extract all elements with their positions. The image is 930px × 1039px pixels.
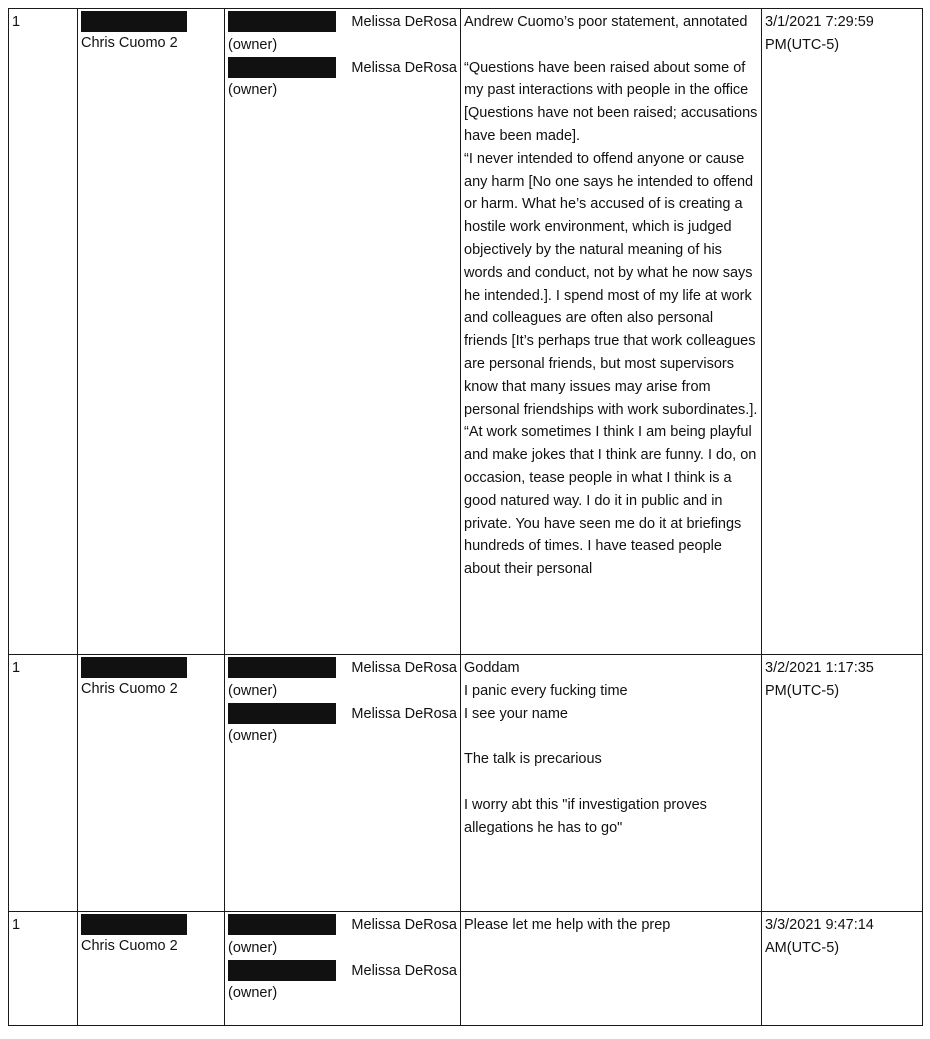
redaction-bar [228, 960, 336, 981]
message-body-cell [461, 655, 762, 912]
redaction-bar [228, 703, 336, 724]
participant-role: (owner) [228, 939, 278, 956]
row-index: 1 [12, 14, 21, 30]
row-index-cell [9, 9, 78, 655]
message-log-table [8, 8, 923, 1026]
message-line: I panic every fucking time [464, 682, 628, 699]
timestamp: 3/1/2021 7:29:59 PM(UTC-5) [765, 14, 874, 53]
message-line: “I never intended to offend anyone or cause any harm [No one says he intended to offend or harm. What he’s accused of is creating a hostile work environment, which is judged objectively by the natural meaning of his words and conduct, not by what he now says he intended.]. I spend most of my life at work and colleagues are often also personal friends [It’s perhaps true that work colleagues are personal friends, but most supervisors know that many issues may arise from personal friendships with work subordinates.]. [464, 150, 758, 418]
timestamp-cell [762, 655, 923, 912]
redaction-bar [228, 657, 336, 678]
message-row [9, 912, 923, 1026]
redaction-bar [228, 914, 336, 935]
row-index-cell [9, 912, 78, 1026]
message-line: Goddam [464, 660, 520, 676]
message-line: Andrew Cuomo’s poor statement, annotated [464, 14, 748, 30]
participant-name: Melissa DeRosa [351, 14, 457, 30]
redaction-bar [228, 57, 336, 78]
message-body [464, 914, 758, 937]
participant-name: Melissa DeRosa [351, 660, 457, 676]
participant-line [228, 703, 457, 726]
row-index: 1 [12, 917, 21, 933]
redaction-bar [228, 11, 336, 32]
participant-name: Melissa DeRosa [351, 59, 457, 76]
sender-name: Chris Cuomo 2 [81, 35, 178, 51]
participant-line [228, 57, 457, 80]
redaction-bar [81, 657, 187, 678]
message-row [9, 9, 923, 655]
timestamp-cell [762, 912, 923, 1026]
message-body-cell [461, 9, 762, 655]
sender-name: Chris Cuomo 2 [81, 681, 178, 697]
participant-name: Melissa DeRosa [351, 705, 457, 722]
message-row [9, 655, 923, 912]
sender-cell [78, 9, 225, 655]
redaction-bar [81, 914, 187, 935]
timestamp-cell [762, 9, 923, 655]
participant-role: (owner) [228, 36, 278, 53]
participant-line [228, 914, 457, 937]
participants-cell [225, 912, 461, 1026]
message-line [464, 771, 758, 794]
row-index: 1 [12, 660, 21, 676]
message-line [464, 725, 758, 748]
participant-name: Melissa DeRosa [351, 917, 457, 933]
message-line: Please let me help with the prep [464, 917, 671, 933]
timestamp: 3/2/2021 1:17:35 PM(UTC-5) [765, 660, 874, 699]
participant-role: (owner) [228, 682, 278, 699]
timestamp: 3/3/2021 9:47:14 AM(UTC-5) [765, 917, 874, 956]
participant-line [228, 11, 457, 34]
message-body [464, 11, 758, 581]
message-body-cell [461, 912, 762, 1026]
participant-role: (owner) [228, 82, 278, 99]
message-body [464, 657, 758, 839]
row-index-cell [9, 655, 78, 912]
message-line [464, 34, 758, 57]
message-line: I see your name [464, 705, 568, 722]
message-line: The talk is precarious [464, 751, 602, 768]
sender-name: Chris Cuomo 2 [81, 938, 178, 954]
participants-cell [225, 9, 461, 655]
participant-role: (owner) [228, 985, 278, 1002]
participant-line [228, 657, 457, 680]
sender-cell [78, 655, 225, 912]
participant-line [228, 960, 457, 983]
message-line: “At work sometimes I think I am being playful and make jokes that I think are funny. I do, on occasion, tease people in what I think is a good natured way. I do it in public and in private. You have seen me do it at briefings hundreds of times. I have teased people about their personal [464, 424, 757, 578]
redaction-bar [81, 11, 187, 32]
participant-role: (owner) [228, 728, 278, 745]
participant-name: Melissa DeRosa [351, 962, 457, 979]
sender-cell [78, 912, 225, 1026]
message-log-body [9, 9, 923, 1026]
message-line: “Questions have been raised about some of my past interactions with people in the office [Questions have not been raised; accusations have been made]. [464, 59, 758, 144]
message-line: I worry abt this "if investigation proves allegations he has to go" [464, 796, 707, 836]
participants-cell [225, 655, 461, 912]
